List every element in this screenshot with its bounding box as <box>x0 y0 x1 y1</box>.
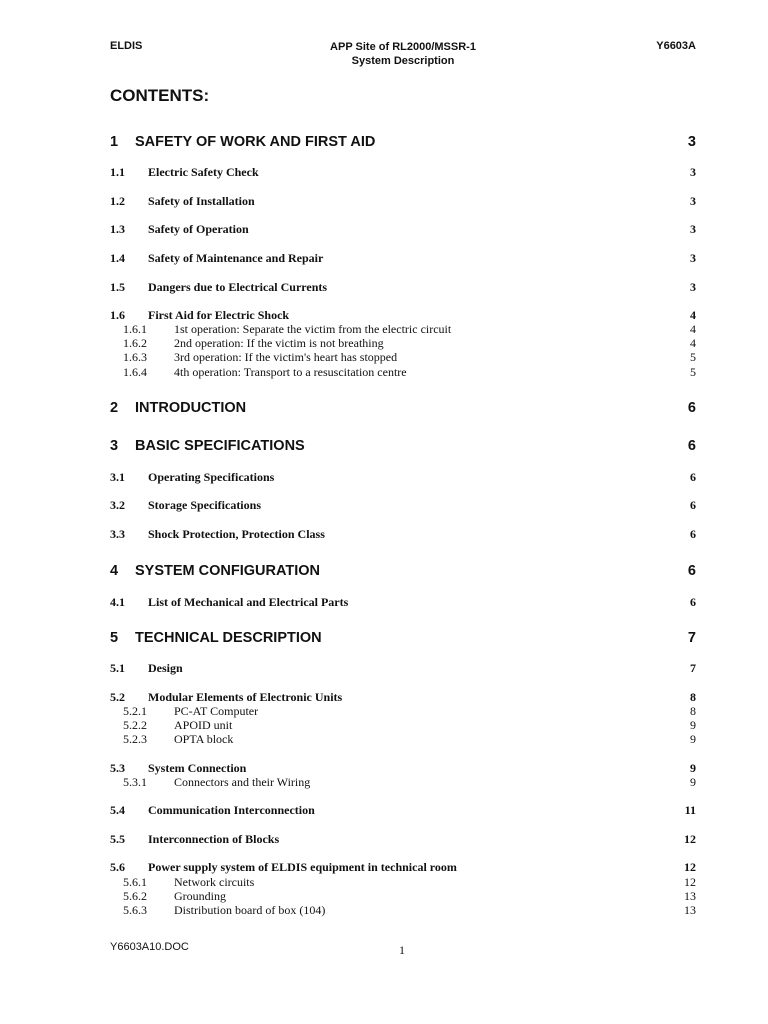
toc-entry-5-2-3 <box>110 732 696 747</box>
toc-entry-page: 9 <box>690 732 696 746</box>
toc-entry-title: List of Mechanical and Electrical Parts <box>148 595 349 609</box>
toc-entry-page: 3 <box>690 165 696 179</box>
toc-entry-title: Dangers due to Electrical Currents <box>148 280 328 294</box>
toc-entry-title: 2nd operation: If the victim is not breathing <box>174 336 384 350</box>
toc-entry-title: Connectors and their Wiring <box>174 775 311 789</box>
toc-entry-page: 9 <box>690 718 696 732</box>
toc-entry-title: BASIC SPECIFICATIONS <box>135 438 305 454</box>
toc-entry-number: 5.6.2 <box>123 889 147 903</box>
toc-entry-number: 4 <box>110 563 119 579</box>
toc-entry-number: 5.2 <box>110 690 125 704</box>
toc-entry-title: SAFETY OF WORK AND FIRST AID <box>135 134 376 150</box>
toc-entry-page: 5 <box>690 350 696 364</box>
toc-entry-5-3-1 <box>110 775 696 790</box>
toc-entry-page: 8 <box>690 704 696 718</box>
toc-entry-number: 3.3 <box>110 527 125 541</box>
toc-entry-1-6-4 <box>110 365 696 380</box>
toc-entry-title: Safety of Maintenance and Repair <box>148 251 324 265</box>
toc-entry-page: 3 <box>690 280 696 294</box>
toc-entry-5-3 <box>110 761 696 776</box>
toc-entry-2 <box>110 400 696 418</box>
toc-entry-title: INTRODUCTION <box>135 400 247 416</box>
toc-entry-page: 12 <box>684 860 696 874</box>
toc-entry-number: 1.3 <box>110 222 125 236</box>
toc-entry-title: Grounding <box>174 889 226 903</box>
toc-entry-number: 4.1 <box>110 595 125 609</box>
toc-entry-title: 3rd operation: If the victim's heart has stopped <box>174 350 398 364</box>
toc-entry-page: 6 <box>690 527 696 541</box>
toc-entry-title: APOID unit <box>174 718 233 732</box>
toc-entry-title: OPTA block <box>174 732 234 746</box>
toc-entry-page: 3 <box>690 251 696 265</box>
toc-entry-number: 1.6.4 <box>123 365 147 379</box>
toc-entry-1 <box>110 134 696 152</box>
toc-entry-5-2 <box>110 690 696 705</box>
toc-entry-1-4 <box>110 251 696 266</box>
toc-entry-number: 5.3 <box>110 761 125 775</box>
toc-entry-title: Shock Protection, Protection Class <box>148 527 325 541</box>
toc-entry-number: 5.6.3 <box>123 903 147 917</box>
toc-entry-number: 1.4 <box>110 251 125 265</box>
toc-entry-number: 5.1 <box>110 661 125 675</box>
toc-entry-5-2-2 <box>110 718 696 733</box>
toc-entry-page: 6 <box>687 438 696 454</box>
toc-entry-number: 5.2.3 <box>123 732 147 746</box>
footer-doc-name: Y6603A10.DOC <box>110 941 189 953</box>
toc-entry-page: 6 <box>690 498 696 512</box>
toc-entry-number: 5.3.1 <box>123 775 147 789</box>
toc-entry-1-6-1 <box>110 322 696 337</box>
toc-entry-title: PC-AT Computer <box>174 704 259 718</box>
toc-entry-page: 11 <box>684 803 696 817</box>
toc-entry-title: Modular Elements of Electronic Units <box>148 690 343 704</box>
toc-entry-5-2-1 <box>110 704 696 719</box>
toc-entry-5-5 <box>110 832 696 847</box>
toc-entry-page: 13 <box>684 889 696 903</box>
toc-entry-number: 5.2.2 <box>123 718 147 732</box>
toc-entry-page: 6 <box>687 400 696 416</box>
toc-entry-number: 5.6 <box>110 860 125 874</box>
header-center <box>253 40 553 68</box>
header-center-line1: APP Site of RL2000/MSSR-1 <box>330 41 476 53</box>
toc-entry-5-1 <box>110 661 696 676</box>
toc-entry-page: 4 <box>690 336 696 350</box>
toc-entry-page: 12 <box>684 875 696 889</box>
toc-entry-number: 3 <box>110 438 119 454</box>
toc-entry-number: 1 <box>110 134 119 150</box>
toc-entry-number: 5.6.1 <box>123 875 147 889</box>
toc-entry-page: 8 <box>690 690 696 704</box>
toc-entry-number: 2 <box>110 400 119 416</box>
toc-entry-1-6 <box>110 308 696 323</box>
toc-entry-title: Operating Specifications <box>148 470 275 484</box>
toc-entry-page: 5 <box>690 365 696 379</box>
toc-entry-number: 3.2 <box>110 498 125 512</box>
toc-entry-number: 1.6.1 <box>123 322 147 336</box>
toc-entry-number: 5.2.1 <box>123 704 147 718</box>
toc-entry-number: 3.1 <box>110 470 125 484</box>
toc-entry-5-6-3 <box>110 903 696 918</box>
toc-entry-1-3 <box>110 222 696 237</box>
header-left: ELDIS <box>110 40 143 52</box>
toc-entry-title: Storage Specifications <box>148 498 261 512</box>
toc-entry-number: 1.6.3 <box>123 350 147 364</box>
toc-entry-title: Interconnection of Blocks <box>148 832 280 846</box>
toc-entry-title: Power supply system of ELDIS equipment in technical room <box>148 860 457 874</box>
toc-entry-title: Distribution board of box (104) <box>174 903 326 917</box>
toc-entry-page: 6 <box>687 563 696 579</box>
toc-entry-number: 5 <box>110 630 119 646</box>
toc-entry-page: 6 <box>690 470 696 484</box>
toc-entry-number: 1.5 <box>110 280 125 294</box>
toc-entry-number: 1.1 <box>110 165 125 179</box>
toc-entry-3-3 <box>110 527 696 542</box>
toc-entry-number: 1.6 <box>110 308 125 322</box>
toc-entry-1-2 <box>110 194 696 209</box>
toc-entry-3-1 <box>110 470 696 485</box>
toc-entry-page: 6 <box>690 595 696 609</box>
toc-entry-5-6-2 <box>110 889 696 904</box>
toc-entry-1-6-3 <box>110 350 696 365</box>
toc-entry-page: 7 <box>687 630 696 646</box>
footer-page-number: 1 <box>399 943 405 957</box>
toc-entry-5-4 <box>110 803 696 818</box>
toc-entry-page: 3 <box>690 194 696 208</box>
header-right: Y6603A <box>656 40 696 52</box>
toc-entry-page: 4 <box>690 322 696 336</box>
toc-entry-5-6 <box>110 860 696 875</box>
toc-entry-page: 13 <box>684 903 696 917</box>
toc-entry-page: 4 <box>690 308 696 322</box>
toc-entry-1-6-2 <box>110 336 696 351</box>
toc-entry-title: TECHNICAL DESCRIPTION <box>135 630 322 646</box>
toc-entry-page: 9 <box>690 775 696 789</box>
toc-entry-number: 1.6.2 <box>123 336 147 350</box>
toc-entry-title: Safety of Installation <box>148 194 255 208</box>
toc-entry-3-2 <box>110 498 696 513</box>
header-center-line2: System Description <box>351 55 455 67</box>
toc-entry-page: 7 <box>690 661 696 675</box>
toc-entry-title: SYSTEM CONFIGURATION <box>135 563 321 579</box>
toc-entry-5-6-1 <box>110 875 696 890</box>
toc-entry-title: Safety of Operation <box>148 222 249 236</box>
toc-entry-title: Design <box>148 661 183 675</box>
toc-entry-number: 1.2 <box>110 194 125 208</box>
toc-entry-title: Communication Interconnection <box>148 803 315 817</box>
toc-entry-title: 1st operation: Separate the victim from the electric circuit <box>174 322 452 336</box>
contents-title: CONTENTS: <box>110 86 210 105</box>
toc-entry-4 <box>110 563 696 581</box>
toc-entry-title: 4th operation: Transport to a resuscitation centre <box>174 365 407 379</box>
toc-entry-number: 5.5 <box>110 832 125 846</box>
toc-entry-title: Electric Safety Check <box>148 165 259 179</box>
toc-entry-page: 3 <box>687 134 696 150</box>
toc-entry-5 <box>110 630 696 648</box>
toc-entry-number: 5.4 <box>110 803 125 817</box>
toc-entry-4-1 <box>110 595 696 610</box>
toc-entry-1-5 <box>110 280 696 295</box>
toc-entry-page: 9 <box>690 761 696 775</box>
toc-entry-title: Network circuits <box>174 875 255 889</box>
toc-entry-1-1 <box>110 165 696 180</box>
toc-entry-3 <box>110 438 696 456</box>
toc-entry-title: System Connection <box>148 761 247 775</box>
toc-entry-title: First Aid for Electric Shock <box>148 308 290 322</box>
toc-entry-page: 3 <box>690 222 696 236</box>
toc-entry-page: 12 <box>684 832 696 846</box>
